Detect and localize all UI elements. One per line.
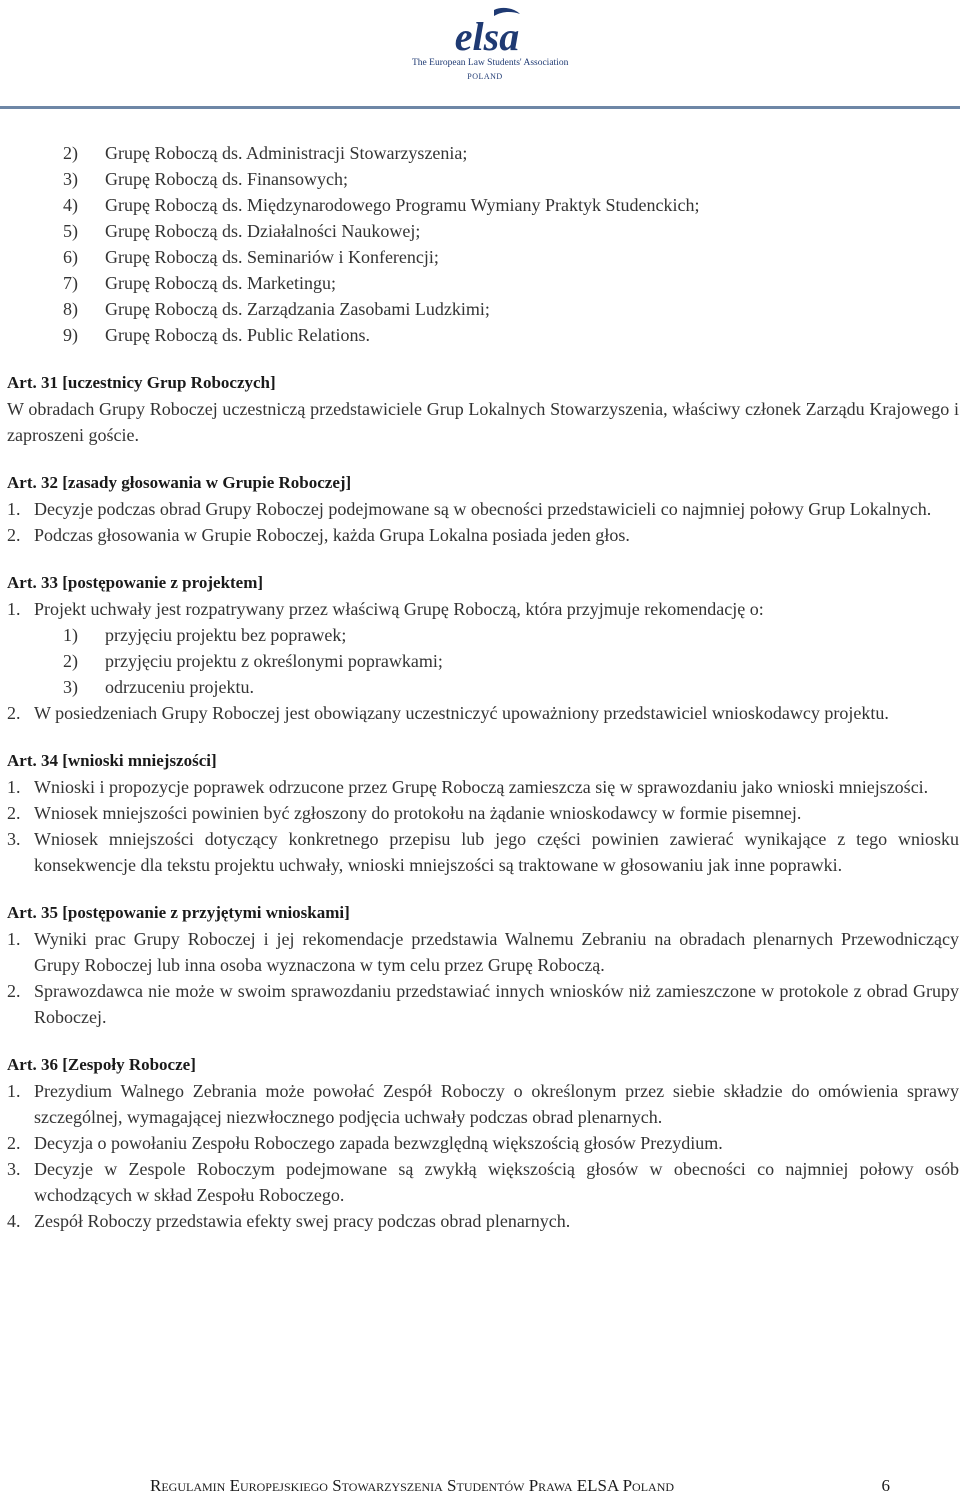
elsa-logo-icon: [432, 6, 542, 56]
list-item: 4) Grupę Roboczą ds. Międzynarodowego Programu Wymiany Praktyk Studenckich;: [63, 195, 700, 215]
list-item: 9) Grupę Roboczą ds. Public Relations.: [63, 325, 370, 345]
page-number: 6: [881, 1476, 890, 1495]
header-divider: [0, 106, 960, 109]
article-item: 2. Decyzja o powołaniu Zespołu Roboczego zapada bezwzględną większością głosów Prezydium.: [7, 1133, 723, 1153]
footer-title: Regulamin Europejskiego Stowarzyszenia Studentów Prawa ELSA Poland: [150, 1476, 675, 1495]
article-item: 2. Sprawozdawca nie może w swoim sprawozdaniu przedstawiać innych wniosków niż zamieszczone w protokole z obrad Grupy Roboczej.: [7, 981, 959, 1027]
article-item: 1. Prezydium Walnego Zebrania może powołać Zespół Roboczy o określonym przez siebie składzie do omówienia sprawy szczególnej, wymagającej niezwłocznego podjęcia uchwały podczas obrad plenarnych.: [7, 1081, 959, 1127]
list-item: 6) Grupę Roboczą ds. Seminariów i Konferencji;: [63, 247, 439, 267]
elsa-logo: [412, 6, 569, 84]
article-subitem: 2) przyjęciu projektu z określonymi poprawkami;: [63, 651, 443, 671]
article-heading: Art. 32 [zasady głosowania w Grupie Roboczej]: [7, 473, 352, 492]
article-heading: Art. 36 [Zespoły Robocze]: [7, 1055, 196, 1074]
article-item: 2. Wniosek mniejszości powinien być zgłoszony do protokołu na żądanie wnioskodawcy w formie pisemnej.: [7, 803, 802, 823]
list-item: 7) Grupę Roboczą ds. Marketingu;: [63, 273, 336, 293]
article-34: [7, 748, 959, 878]
article-item: 1. Projekt uchwały jest rozpatrywany przez właściwą Grupę Roboczą, która przyjmuje rekomendację o:: [7, 599, 764, 619]
logo-wordmark: elsa: [454, 14, 520, 56]
article-35: [7, 900, 959, 1030]
article-subitem: 1) przyjęciu projektu bez poprawek;: [63, 625, 347, 645]
article-item: 1. Wnioski i propozycje poprawek odrzucone przez Grupę Roboczą zamieszcza się w sprawozdaniu jako wnioski mniejszości.: [7, 777, 929, 797]
page-footer: [150, 1476, 890, 1500]
article-subitem: 3) odrzuceniu projektu.: [63, 677, 254, 697]
article-item: 2. Podczas głosowania w Grupie Roboczej, każda Grupa Lokalna posiada jeden głos.: [7, 525, 630, 545]
article-36: [7, 1052, 959, 1234]
article-item: 2. W posiedzeniach Grupy Roboczej jest obowiązany uczestniczyć upoważniony przedstawiciel wnioskodawcy projektu.: [7, 703, 889, 723]
list-item: 2) Grupę Roboczą ds. Administracji Stowarzyszenia;: [63, 143, 468, 163]
article-heading: Art. 35 [postępowanie z przyjętymi wnioskami]: [7, 903, 350, 922]
working-groups-list: [7, 140, 959, 348]
article-heading: Art. 34 [wnioski mniejszości]: [7, 751, 217, 770]
article-text: W obradach Grupy Roboczej uczestniczą przedstawiciele Grup Lokalnych Stowarzyszenia, właściwy członek Zarządu Krajowego i zaproszeni goście.: [7, 399, 959, 445]
article-item: 1. Wyniki prac Grupy Roboczej i jej rekomendacje przedstawia Walnemu Zebraniu na obradach plenarnych Przewodniczący Grupy Roboczej lub inna osoba wyznaczona w tym celu przez Grupę Roboczą.: [7, 929, 959, 975]
article-31: [7, 370, 959, 448]
article-33: [7, 570, 959, 726]
article-item: 1. Decyzje podczas obrad Grupy Roboczej podejmowane są w obecności przedstawicieli co najmniej połowy Grup Lokalnych.: [7, 499, 932, 519]
article-item: 3. Decyzje w Zespole Roboczym podejmowane są zwykłą większością głosów w obecności co najmniej połowy osób wchodzących w skład Zespołu Roboczego.: [7, 1159, 959, 1205]
article-item: 3. Wniosek mniejszości dotyczący konkretnego przepisu lub jego części powinien zawierać wynikające z tego wniosku konsekwencje dla tekstu projektu uchwały, wnioski mniejszości są traktowane w głosowaniu jak inne poprawki.: [7, 829, 959, 875]
list-item: 5) Grupę Roboczą ds. Działalności Naukowej;: [63, 221, 421, 241]
article-heading: Art. 33 [postępowanie z projektem]: [7, 573, 264, 592]
page-header: [0, 0, 960, 112]
article-32: [7, 470, 959, 548]
article-heading: Art. 31 [uczestnicy Grup Roboczych]: [7, 373, 276, 392]
document-body: [7, 140, 959, 1256]
article-item: 4. Zespół Roboczy przedstawia efekty swej pracy podczas obrad plenarnych.: [7, 1211, 571, 1231]
org-country: POLAND: [467, 72, 503, 81]
org-name: The European Law Students' Association: [412, 58, 569, 68]
list-item: 8) Grupę Roboczą ds. Zarządzania Zasobami Ludzkimi;: [63, 299, 490, 319]
list-item: 3) Grupę Roboczą ds. Finansowych;: [63, 169, 348, 189]
